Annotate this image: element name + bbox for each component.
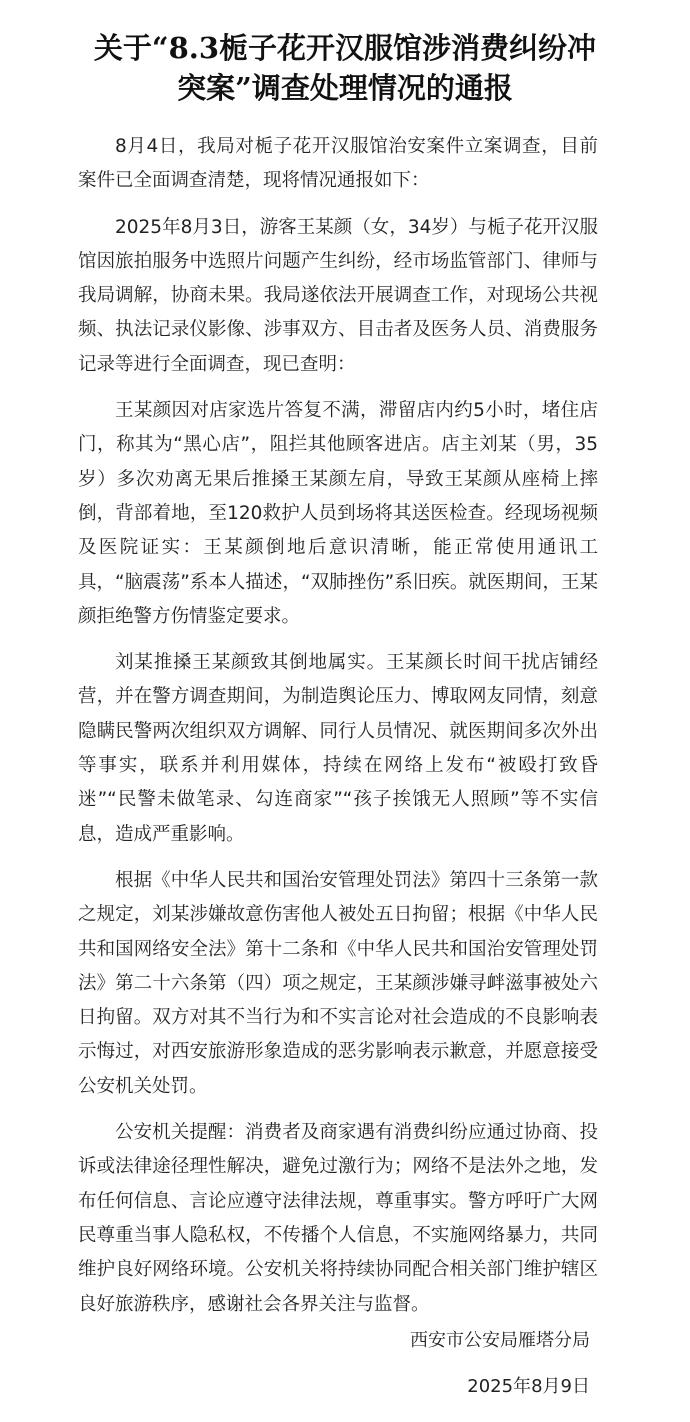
- notice-body: [78, 130, 598, 1322]
- paragraph-reminder: 公安机关提醒：消费者及商家遇有消费纠纷应通过协商、投诉或法律途径理性解决，避免过激行为；网络不是法外之地，发布任何信息、言论应遵守法律法规，尊重事实。警方呼吁广大网民尊重当事人隐私权，不传播个人信息，不实施网络暴力，共同维护良好网络环境。公安机关将持续协同配合相关部门维护辖区良好旅游秩序，感谢社会各界关注与监督。: [78, 1122, 598, 1315]
- signature-block: [410, 1318, 590, 1410]
- paragraph-dispute-background: 2025年8月3日，游客王某颜（女，34岁）与栀子花开汉服馆因旅拍服务中选照片问题产生纠纷，经市场监管部门、律师与我局调解，协商未果。我局遂依法开展调查工作，对现场公共视频、执法记录仪影像、涉事双方、目击者及医务人员、消费服务记录等进行全面调查，现已查明：: [78, 216, 598, 375]
- paragraph-case-filing: 8月4日，我局对栀子花开汉服馆治安案件立案调查，目前案件已全面调查清楚，现将情况通报如下：: [78, 136, 598, 192]
- paragraph-findings: 王某颜因对店家选片答复不满，滞留店内约5小时，堵住店门，称其为“黑心店”，阻拦其他顾客进店。店主刘某（男，35岁）多次劝离无果后推搡王某颜左肩，导致王某颜从座椅上摔倒，背部着地，至120救护人员到场将其送医检查。经现场视频及医院证实：王某颜倒地后意识清晰，能正常使用通讯工具，“脑震荡”系本人描述，“双肺挫伤”系旧疾。就医期间，王某颜拒绝警方伤情鉴定要求。: [78, 400, 598, 627]
- paragraph-conduct: 刘某推搡王某颜致其倒地属实。王某颜长时间干扰店铺经营，并在警方调查期间，为制造舆论压力、博取网友同情，刻意隐瞒民警两次组织双方调解、同行人员情况、就医期间多次外出等事实，联系并利用媒体，持续在网络上发布“被殴打致昏迷”“民警未做笔录、勾连商家”“孩子挨饿无人照顾”等不实信息，造成严重影响。: [78, 652, 598, 845]
- notice-title: 关于“8.3栀子花开汉服馆涉消费纠纷冲突案”调查处理情况的通报: [93, 31, 597, 105]
- paragraph-penalties: 根据《中华人民共和国治安管理处罚法》第四十三条第一款之规定，刘某涉嫌故意伤害他人被处五日拘留；根据《中华人民共和国网络安全法》第十二条和《中华人民共和国治安管理处罚法》第二十六条第（四）项之规定，王某颜涉嫌寻衅滋事被处六日拘留。双方对其不当行为和不实言论对社会造成的不良影响表示悔过，对西安旅游形象造成的恶劣影响表示歉意，并愿意接受公安机关处罚。: [78, 869, 598, 1097]
- issue-date: 2025年8月9日: [467, 1376, 590, 1397]
- issuer-name: 西安市公安局雁塔分局: [410, 1330, 590, 1351]
